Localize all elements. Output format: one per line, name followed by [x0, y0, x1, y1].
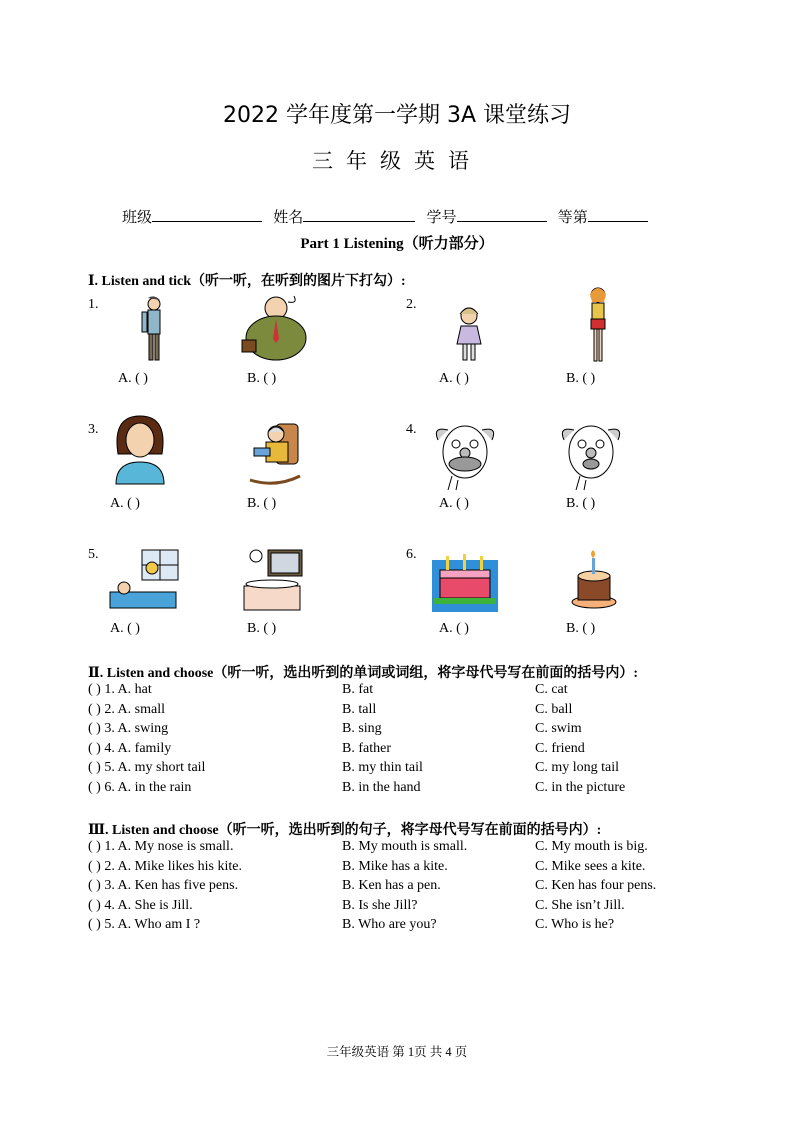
tall-girl-picture — [584, 286, 612, 364]
answer-a[interactable]: A. ( ) — [439, 621, 469, 636]
question-option-c: C. friend — [535, 740, 585, 756]
item-number: 6. — [406, 547, 417, 562]
answer-a[interactable]: A. ( ) — [439, 371, 469, 386]
answer-b[interactable]: B. ( ) — [247, 496, 277, 511]
answer-b[interactable]: B. ( ) — [247, 621, 277, 636]
part-title: Part 1 Listening（听力部分） — [300, 236, 494, 252]
grandmother-picture — [246, 420, 304, 484]
question-option-a[interactable]: ( ) 5. A. my short tail — [88, 760, 206, 775]
question-option-c: C. my long tail — [535, 760, 619, 775]
question-option-c: C. ball — [535, 701, 573, 717]
item-number: 5. — [88, 547, 99, 562]
question-option-a[interactable]: ( ) 4. A. family — [88, 740, 172, 756]
class-blank[interactable] — [152, 207, 262, 222]
answer-b[interactable]: B. ( ) — [566, 371, 596, 386]
item-number: 1. — [88, 297, 99, 312]
question-option-c: C. cat — [535, 682, 568, 697]
question-option-b: B. Mike has a kite. — [342, 858, 448, 874]
question-option-b: B. tall — [342, 701, 377, 717]
question-option-a[interactable]: ( ) 4. A. She is Jill. — [88, 897, 193, 913]
small-cake-picture — [568, 546, 620, 612]
id-label: 学号 — [426, 210, 457, 226]
short-girl-picture — [452, 306, 486, 364]
section1-heading: Ⅰ. Listen and tick（听一听，在听到的图片下打勾）: — [88, 274, 406, 289]
question-option-a[interactable]: ( ) 1. A. My nose is small. — [88, 839, 234, 854]
answer-a[interactable]: A. ( ) — [110, 621, 140, 636]
grade-label: 等第 — [557, 210, 588, 226]
big-cake-picture — [432, 546, 498, 612]
question-option-b: B. sing — [342, 721, 382, 736]
question-option-c: C. She isn’t Jill. — [535, 897, 625, 913]
question-option-b: B. Who are you? — [342, 917, 437, 932]
item-number: 3. — [88, 422, 99, 437]
clown-big-mouth-picture — [432, 420, 498, 492]
question-option-b: B. My mouth is small. — [342, 839, 468, 854]
question-option-a[interactable]: ( ) 5. A. Who am I ? — [88, 917, 201, 932]
item-number: 2. — [406, 297, 417, 312]
question-option-a[interactable]: ( ) 6. A. in the rain — [88, 779, 192, 795]
answer-b[interactable]: B. ( ) — [566, 621, 596, 636]
question-option-b: B. fat — [342, 682, 374, 697]
question-option-a[interactable]: ( ) 2. A. small — [88, 701, 165, 717]
name-blank[interactable] — [303, 207, 415, 222]
answer-b[interactable]: B. ( ) — [566, 496, 596, 511]
question-option-b: B. in the hand — [342, 779, 421, 795]
woman-picture — [112, 414, 168, 484]
question-option-c: C. Mike sees a kite. — [535, 858, 646, 874]
question-option-b: B. Ken has a pen. — [342, 878, 441, 893]
question-option-a[interactable]: ( ) 3. A. swing — [88, 721, 169, 736]
boy-in-bed-picture — [108, 548, 180, 612]
question-option-a[interactable]: ( ) 2. A. Mike likes his kite. — [88, 858, 242, 874]
section3-heading: Ⅲ. Listen and choose（听一听，选出听到的句子，将字母代号写在前面的括号内）: — [88, 823, 602, 838]
question-option-a[interactable]: ( ) 3. A. Ken has five pens. — [88, 878, 239, 893]
clown-small-mouth-picture — [558, 420, 624, 492]
question-option-c: C. Who is he? — [535, 917, 615, 932]
class-label: 班级 — [122, 210, 153, 226]
question-option-c: C. Ken has four pens. — [535, 878, 657, 893]
grade-blank[interactable] — [588, 207, 648, 222]
table-picture — [242, 548, 304, 612]
item-number: 4. — [406, 422, 417, 437]
question-option-c: C. swim — [535, 721, 582, 736]
question-option-c: C. in the picture — [535, 779, 626, 795]
fat-man-picture — [238, 294, 310, 364]
answer-a[interactable]: A. ( ) — [110, 496, 140, 511]
answer-b[interactable]: B. ( ) — [247, 371, 277, 386]
question-option-b: B. father — [342, 740, 391, 756]
page-subtitle: 三年级英语 — [312, 149, 482, 173]
name-label: 姓名 — [273, 210, 304, 226]
question-option-b: B. my thin tail — [342, 760, 423, 775]
answer-a[interactable]: A. ( ) — [118, 371, 148, 386]
question-option-a[interactable]: ( ) 1. A. hat — [88, 682, 152, 697]
answer-a[interactable]: A. ( ) — [439, 496, 469, 511]
question-option-b: B. Is she Jill? — [342, 897, 418, 913]
page-footer: 三年级英语 第 1页 共 4 页 — [326, 1045, 468, 1059]
page-title: 2022 学年度第一学期 3A 课堂练习 — [222, 103, 571, 128]
question-option-c: C. My mouth is big. — [535, 839, 648, 854]
student-info-line — [122, 206, 648, 227]
thin-man-picture — [138, 296, 172, 364]
id-blank[interactable] — [457, 207, 547, 222]
section2-heading: Ⅱ. Listen and choose（听一听，选出听到的单词或词组，将字母代号写在前面的括号内）: — [88, 666, 639, 681]
